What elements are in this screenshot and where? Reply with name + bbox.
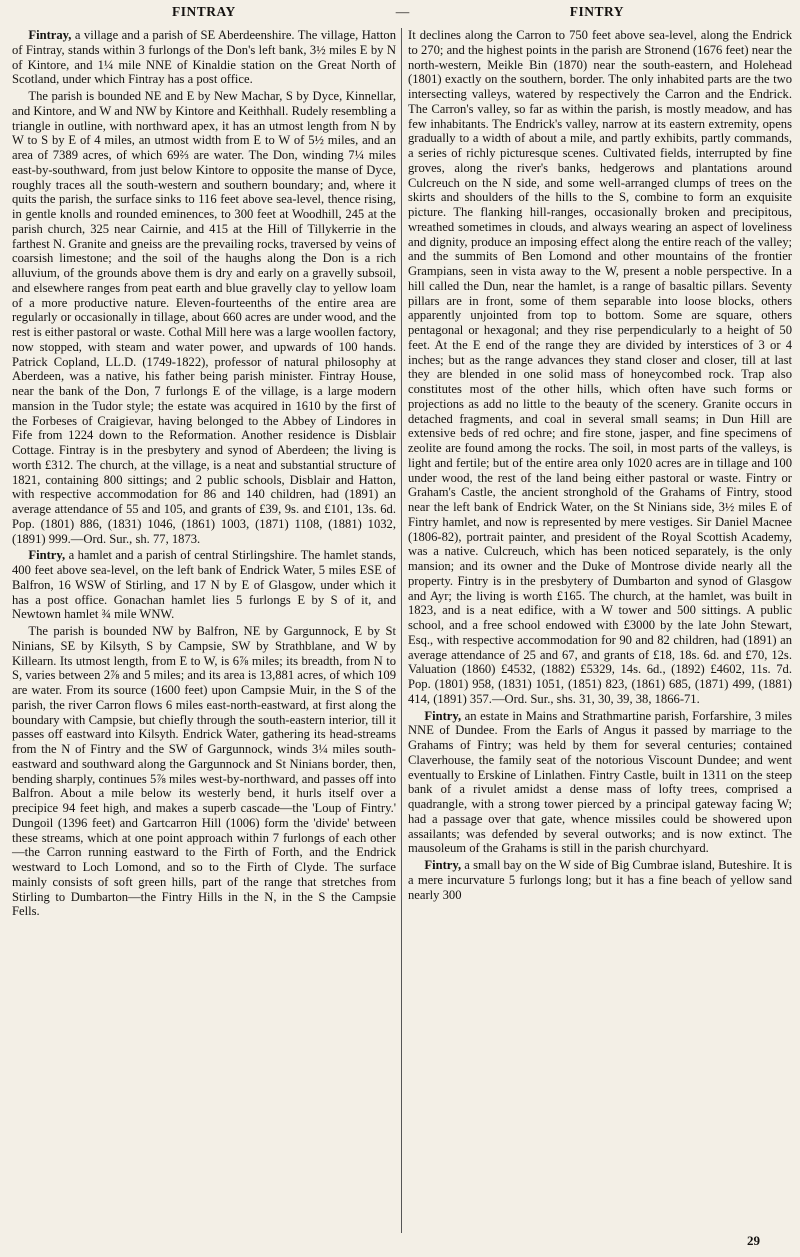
entry-text: a small bay on the W side of Big Cumbrae island, Buteshire. It is a mere incurvature 5 furlongs long; but it has a fine beach of yellow sand nearly 300 — [408, 858, 792, 902]
entry-text: The parish is bounded NE and E by New Machar, S by Dyce, Kinnellar, and Kintore, and W and NW by Kintore and Keithhall. Rudely resembling a triangle in outline, with northward apex, it has an utmost length from N by W to S by E of 4 miles, an utmost width from E to W of 5½ miles, and an area of 7389 acres, of which 69⅔ are water. The Don, winding 7¼ miles east-by-southward, from just below Kintore to opposite the manse of Dyce, roughly traces all the south-western and southern boundary; and, where it quits the parish, the surface sinks to 116 feet above sea-level, thence rising, in gentle knolls and rounded eminences, to 300 feet at Woodhill, 245 at the parish church, 325 near Cairnie, and 415 at the Hill of Tillykerrie in the farthest N. Granite and gneiss are the prevailing rocks, traversed by veins of coarsish limestone; and the soil of the haughs along the Don is a rich alluvium, of the grounds above them is dry and early on a gravelly subsoil, and elsewhere ranges from peat earth and blue gravelly clay to yellow loam of a more productive nature. Eleven-fourteenths of the entire area are regularly or occasionally in tillage, about 660 acres are under wood, and the rest is either pastoral or waste. Cothal Mill here was a large woollen factory, now stopped, with steam and water power, and upwards of 100 hands. Patrick Copland, LL.D. (1749-1822), professor of natural philosophy at Aberdeen, was a native, his father being parish minister. Fintray House, near the bank of the Don, 7 furlongs E of the village, is a large modern mansion in the Tudor style; the estate was acquired in 1610 by the first of the Forbeses of Craigievar, having belonged to the Abbey of Lindores in Fife from 1224 down to the Reformation. Another residence is Disblair Cottage. Fintray is in the presbytery and synod of Aberdeen; the living is worth £312. The church, at the village, is a neat and substantial structure of 1821, containing 800 sittings; and 2 public schools, Disblair and Hatton, with respective accommodation for 86 and 140 children, had (1891) an average attendance of 55 and 105, and grants of £39, 9s. and £101, 13s. 6d. Pop. (1801) 886, (1831) 1046, (1861) 1003, (1871) 1108, (1881) 1032, (1891) 999.—Ord. Sur., sh. 77, 1873. — [12, 89, 396, 546]
header-left-title: FINTRAY — [172, 4, 236, 19]
page-number: 29 — [747, 1233, 760, 1248]
entry-headword: Fintry, — [424, 858, 462, 872]
entry-text: a village and a parish of SE Aberdeenshire. The village, Hatton of Fintray, stands within 3 furlongs of the Don's left bank, 3½ miles E by N of Kintore, and 1¼ mile NNE of Kinaldie station on the Great North of Scotland, under which Fintray has a post office. — [12, 28, 396, 87]
entry-fintry-forfarshire — [408, 709, 792, 857]
left-column — [12, 28, 396, 1233]
entry-fintry-stirlingshire — [12, 548, 396, 622]
entry-fintray-aberdeenshire — [12, 28, 396, 87]
entry-text: It declines along the Carron to 750 feet above sea-level, along the Endrick to 270; and the highest points in the parish are Stronend (1676 feet) near the north-western, Meikle Bin (1870) near the south-eastern, and Holehead (1801) exactly on the southern, border. The only inhabited parts are the two intersecting valleys, watered by respectively the Carron and the Endrick. The Carron's valley, so far as within the parish, is mostly meadow, and has few inhabitants. The Endrick's valley, narrow at its eastern extremity, opens gradually to a width of about a mile, and partly exhibits, partly commands, a series of richly picturesque scenes. Cultivated fields, interrupted by fine groves, along the river's banks, hedgerows and plantations around Culcreuch on the N side, and some well-arranged clumps of trees on the skirts and shoulders of the hills to the S, combine to form an exquisite picture. The flanking hill-ranges, occasionally broken and precipitous, wreathed sometimes in clouds, and always wearing an aspect of loveliness and dignity, produce an imposing effect along the entire reach of the valley; and the summits of Ben Lomond and other mountains of the frontier Grampians, seen in vista away to the W, present a noble perspective. In a hill called the Dun, near the hamlet, is a range of basaltic pillars. Seventy pillars are in front, some of them separable into loose blocks, others apparently unjointed from top to bottom. Some are square, others pentagonal or hexagonal; and they rise perpendicularly to a height of 50 feet. At the E end of the range they are divided by interstices of 3 or 4 inches; but as the range advances they stand closer and closer, till at last they are blended in one solid mass of honeycombed rock. Trap also constitutes most of the other hills, which often have such forms or projections as add no little to the beauty of the scenery. Granite occurs in detached fragments, and coal in several small seams; in Dun Hill are extensive beds of red ochre; and fire stone, jasper, and fine specimens of zeolite are found among the rocks. The soil, in most parts of the valleys, is light and fertile; but of the entire area only 1020 acres are in tillage and 100 under wood, the rest of the land being either pastoral or waste. Fintry or Graham's Castle, the ancient stronghold of the Grahams of Fintry, stood near the left bank of Endrick Water, on the St Ninians side, 3½ miles E of Fintry hamlet, and now is represented by mere vestiges. Sir Daniel Macnee (1806-82), portrait painter, and president of the Royal Scottish Academy, was a native. Culcreuch, which has been noticed separately, is the only mansion; and its owner and the Duke of Montrose divide nearly all the property. Fintry is in the presbytery of Dumbarton and synod of Glasgow and Ayr; the living is worth £165. The church, at the hamlet, was built in 1823, and is a neat edifice, with a W tower and 500 sittings. A public school, and a free school endowed with £3000 by the late John Stewart, Esq., with respective accommodation for 90 and 82 children, had (1891) an average attendance of 25 and 67, and grants of £18, 18s. 6d. and £70, 12s. Valuation (1860) £4532, (1882) £5329, 14s. 6d., (1892) £4602, 11s. 7d. Pop. (1801) 958, (1831) 1051, (1851) 823, (1861) 685, (1871) 499, (1881) 414, (1891) 357.—Ord. Sur., shs. 31, 30, 39, 38, 1866-71. — [408, 28, 792, 706]
entry-text: an estate in Mains and Strathmartine parish, Forfarshire, 3 miles NNE of Dundee. From the Earls of Angus it passed by marriage to the Grahams of Fintry; was held by them for several centuries; contained Claverhouse, the family seat of the notorious Viscount Dundee; and went eventually to Erskine of Linlathen. Fintry Castle, built in 1311 on the steep bank of a rivulet amidst a dense mass of lofty trees, comprised a quadrangle, with a strong tower pierced by a principal gateway facing W; had a passage over that gate, whence missiles could be showered upon assailants; was defended by several outworks; and is now extinct. The mausoleum of the Grahams is still in the parish churchyard. — [408, 708, 792, 856]
entry-headword: Fintry, — [424, 708, 462, 723]
running-header — [12, 4, 792, 26]
entry-fintry-parish-continued — [408, 28, 792, 707]
entry-text: The parish is bounded NW by Balfron, NE by Gargunnock, E by St Ninians, SE by Kilsyth, S by Campsie, SW by Strathblane, and W by Killearn. Its utmost length, from E to W, is 6⅞ miles; its breadth, from N to S, varies between 2⅞ and 5 miles; and its area is 13,881 acres, of which 109 are water. From its source (1600 feet) upon Campsie Muir, in the S of the parish, the river Carron flows 6 miles east-north-eastward, at first along the boundary with Campsie, but chiefly through the south-eastern interior, till it passes off eastward into Kilsyth. Endrick Water, gathering its head-streams from the N of Fintry and the SW of Gargunnock, winds 3¼ miles south-eastward and southward along the Gargunnock and St Ninians border, then, bending sharply, continues 5⅞ miles west-by-northward, and passes off into Balfron. About a mile below its westerly bend, it hurls itself over a precipice 94 feet high, and makes a superb cascade—the 'Loup of Fintry.' Dungoil (1396 feet) and Gartcarron Hill (1006) form the 'divide' between these streams, which at one point approach within 7 furlongs of each other—the Carron running eastward to the Firth of Forth, and the Endrick westward to Loch Lomond, and so to the Firth of Clyde. The surface mainly consists of soft green hills, part of the range that stretches from Stirling to Dumbarton—the Fintry Hills in the N, in the S the Campsie Fells. — [12, 624, 396, 919]
entry-headword: Fintry, — [28, 548, 66, 563]
entry-text: a hamlet and a parish of central Stirlingshire. The hamlet stands, 400 feet above sea-level, on the left bank of Endrick Water, 5 miles ESE of Balfron, 16 WSW of Stirling, and 17 N by E of Glasgow, under which it has a post office. Gonachan hamlet lies 5 furlongs E by S of it, and Newtown hamlet ¾ mile WNW. — [12, 548, 396, 622]
header-divider: — — [395, 4, 410, 19]
right-column — [408, 28, 792, 1233]
entry-fintry-buteshire — [408, 858, 792, 902]
entry-headword: Fintray, — [28, 28, 72, 42]
entry-fintry-parish-description — [12, 624, 396, 919]
header-right-title: FINTRY — [569, 4, 624, 19]
entry-fintray-parish-description — [12, 89, 396, 546]
text-columns — [12, 28, 792, 1233]
